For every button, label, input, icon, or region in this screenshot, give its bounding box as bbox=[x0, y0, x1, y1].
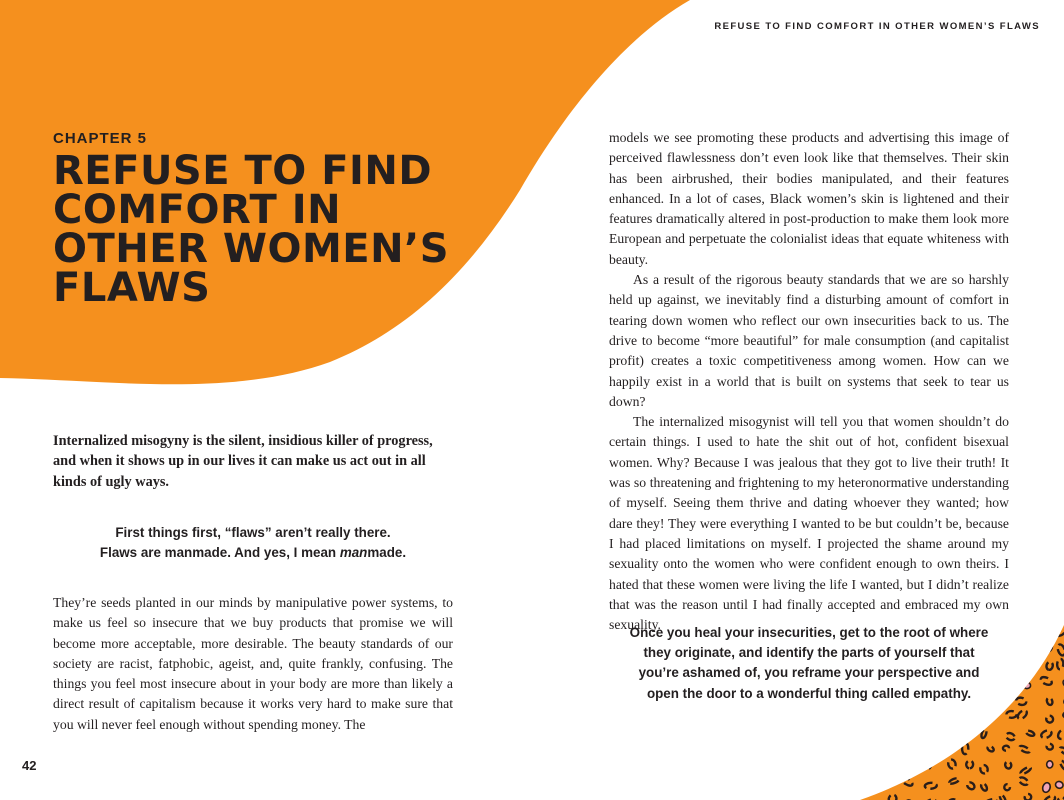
leopard-spot bbox=[1024, 662, 1033, 672]
leopard-spot bbox=[1022, 681, 1031, 689]
leopard-spot bbox=[926, 728, 935, 737]
leopard-spot bbox=[996, 641, 1010, 652]
pullquote-text: made. bbox=[367, 545, 407, 560]
leopard-spot bbox=[890, 765, 899, 776]
chapter-label: CHAPTER 5 bbox=[53, 130, 148, 147]
leopard-spot bbox=[886, 777, 896, 786]
leopard-spot bbox=[1000, 659, 1010, 668]
pullquote-flaws bbox=[53, 523, 453, 563]
leopard-spot bbox=[945, 727, 950, 734]
leopard-spot bbox=[855, 725, 863, 733]
pullquote-emphasis: man bbox=[339, 545, 368, 560]
leopard-spot bbox=[963, 713, 969, 720]
leopard-spot bbox=[1020, 627, 1027, 632]
chapter-title-line: FLAWS bbox=[53, 265, 211, 311]
chapter-title bbox=[53, 148, 450, 311]
leopard-spot bbox=[943, 749, 950, 756]
leopard-spot bbox=[871, 725, 883, 736]
pullquote-text: Flaws are manmade. And yes, I mean bbox=[99, 545, 340, 560]
leopard-spot bbox=[1006, 693, 1013, 703]
pullquote-empathy: Once you heal your insecurities, get to the root of where they originate, and identify the parts of yourself that you’re ashamed of, you reframe your perspective and open the door to a wonderful thing called empathy. bbox=[629, 625, 989, 701]
body-paragraph: As a result of the rigorous beauty standards that we are so harshly held up against, we inevitably find a disturbing amount of comfort in tearing down women who reflect our own insecurities back to us. The drive to become “more beautiful” for male consumption (and capitalist profit) creates a toxic competitiveness among women. How can we happily exist in a world that is built on systems that seek to tear us down? bbox=[609, 272, 1009, 409]
leopard-spot bbox=[890, 743, 902, 754]
leopard-spot bbox=[865, 711, 874, 720]
chapter-title-line: COMFORT IN bbox=[53, 187, 342, 233]
leopard-spot bbox=[926, 746, 935, 755]
leopard-spot bbox=[978, 710, 989, 722]
leopard-spot bbox=[848, 782, 858, 788]
leopard-spot bbox=[922, 709, 933, 716]
leopard-spot bbox=[963, 726, 971, 733]
chapter-title-line: OTHER WOMEN’S bbox=[53, 226, 450, 272]
leopard-spot bbox=[908, 741, 921, 753]
leopard-spot bbox=[1043, 624, 1050, 632]
leopard-spot bbox=[1059, 609, 1064, 618]
leopard-spot bbox=[907, 761, 918, 770]
leopard-spot bbox=[1046, 761, 1053, 769]
leopard-spot bbox=[904, 713, 914, 722]
leopard-spot bbox=[907, 728, 920, 739]
body-paragraph: models we see promoting these products and advertising this image of perceived flawlessness don’t even look like that themselves. Their skin has been airbrushed, their bodies manipulated, and their features enhanced. In a lot of cases, Black women’s skin is lightened and their features dramatically altered in post-production to make them look more European and perpetuate the colonialist ideas that equate whiteness with beauty. bbox=[609, 130, 1009, 267]
leopard-spot bbox=[849, 749, 859, 757]
body-text-right bbox=[609, 128, 1009, 635]
leopard-spot bbox=[873, 779, 881, 789]
leopard-spot bbox=[887, 725, 900, 738]
body-paragraph: The internalized misogynist will tell you that women shouldn’t do certain things. I used to hate the shit out of hot, confident bisexual women. Why? Because I was jealous that they got to live their truth! It was so threatening and frightening to my heteronormative understanding of myself. Seeing them thrive and dating whoever they wanted; how dare they! They were everything I wanted to be but couldn’t be, because I had placed limitations on myself. I projected the shame around my sexuality onto the women who were confident enough to own theirs. I hated that these women were living the life I wanted, but I didn’t realize that was the reason until I had finally accepted and embraced my own sexuality. bbox=[609, 414, 1009, 633]
leopard-spot bbox=[864, 765, 876, 773]
leopard-spot bbox=[864, 748, 877, 755]
leopard-spot bbox=[939, 711, 951, 716]
pullquote-line: First things first, “flaws” aren’t really there. bbox=[115, 525, 391, 540]
leopard-spot bbox=[1023, 642, 1033, 648]
leopard-spot bbox=[849, 760, 861, 773]
page-number: 42 bbox=[22, 758, 37, 773]
chapter-title-line: REFUSE TO FIND bbox=[53, 148, 433, 194]
leopard-spot bbox=[884, 717, 892, 723]
body-text-left: They’re seeds planted in our minds by manipulative power systems, to make us feel so insecure that we buy products that promise we will become more acceptable, more desirable. The beauty standards of our society are racist, fatphobic, ageist, and, quite frankly, confusing. The things you feel most insecure about in your body are more than likely a direct result of capitalism because it works very hard to make sure that you will never feel enough without spending money. The bbox=[53, 595, 453, 732]
leopard-spot bbox=[1044, 608, 1055, 617]
leopard-spot bbox=[847, 713, 856, 724]
running-head: REFUSE TO FIND COMFORT IN OTHER WOMEN’S FLAWS bbox=[714, 21, 1040, 32]
pullquote-line bbox=[53, 543, 453, 563]
leopard-spot bbox=[1021, 605, 1031, 616]
leopard-spot bbox=[997, 671, 1011, 685]
lead-paragraph: Internalized misogyny is the silent, insidious killer of progress, and when it shows up in our lives it can make us act out in all kinds of ugly ways. bbox=[53, 433, 433, 490]
